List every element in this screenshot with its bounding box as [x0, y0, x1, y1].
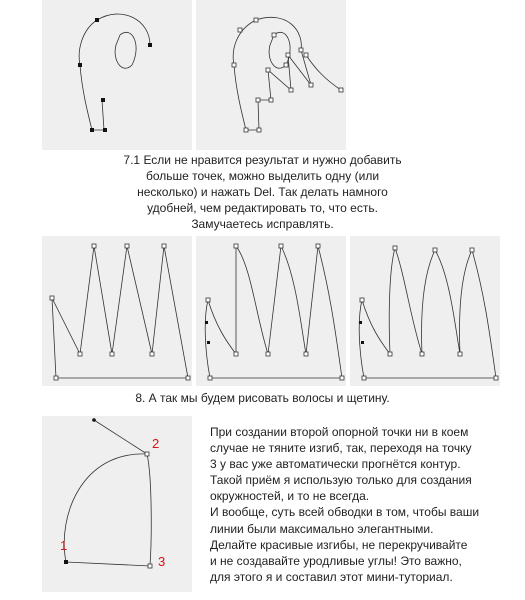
caption-line: 7.1 Если не нравится результат и нужно добавить [123, 153, 402, 167]
paragraph-line: и не создавайте уродливые углы! Это важно, [210, 553, 462, 568]
paragraph-line: 3 у вас уже автоматически прогнётся контур. [210, 457, 461, 472]
caption-step-7-1 [0, 152, 525, 232]
paragraph-line: случае не тяните изгиб, так, переходя на точку [210, 441, 472, 456]
paragraph-line: Такой приём я использую только для создания [210, 473, 472, 488]
point-label-1: 1 [60, 538, 68, 553]
caption-line: несколько) и нажать Del. Так делать намного [137, 185, 388, 199]
paragraph-line: При создании второй опорной точки ни в коем [210, 425, 469, 439]
illustration-8-panel-1 [42, 236, 192, 386]
tutorial-paragraph [210, 424, 479, 585]
caption-line: больше точек, можно выделить одну (или [145, 169, 380, 183]
caption-line: 8. А так мы будем рисовать волосы и щетину. [135, 391, 390, 405]
curve-drawing [42, 416, 192, 592]
paragraph-line: Делайте красивые изгибы, не перекручивайте [210, 537, 468, 552]
caption-line: Замучаетесь исправлять. [191, 217, 334, 231]
caption-step-8 [0, 390, 525, 406]
illustration-7-right [196, 0, 346, 150]
zigzag-straight [42, 236, 192, 386]
paragraph-line: И вообще, суть всей обводки в том, чтобы ваши [210, 505, 480, 520]
zigzag-curved-partial [196, 236, 346, 386]
path-drawing-full [196, 0, 346, 150]
paragraph-line: линии были максимально элегантными. [210, 521, 434, 536]
caption-line: удобней, чем редактировать то, что есть. [147, 201, 378, 215]
paragraph-line: окружностей, и то не всегда. [210, 489, 370, 504]
illustration-7-left [42, 0, 192, 150]
illustration-8-panel-2 [196, 236, 346, 386]
paragraph-line: для этого я и составил этот мини-туториал. [210, 569, 453, 584]
path-drawing-partial [42, 0, 192, 150]
zigzag-curved-full [350, 236, 500, 386]
point-label-3: 3 [158, 554, 166, 569]
illustration-8-panel-3 [350, 236, 500, 386]
illustration-curve-demo [42, 416, 192, 592]
point-label-2: 2 [152, 436, 160, 451]
